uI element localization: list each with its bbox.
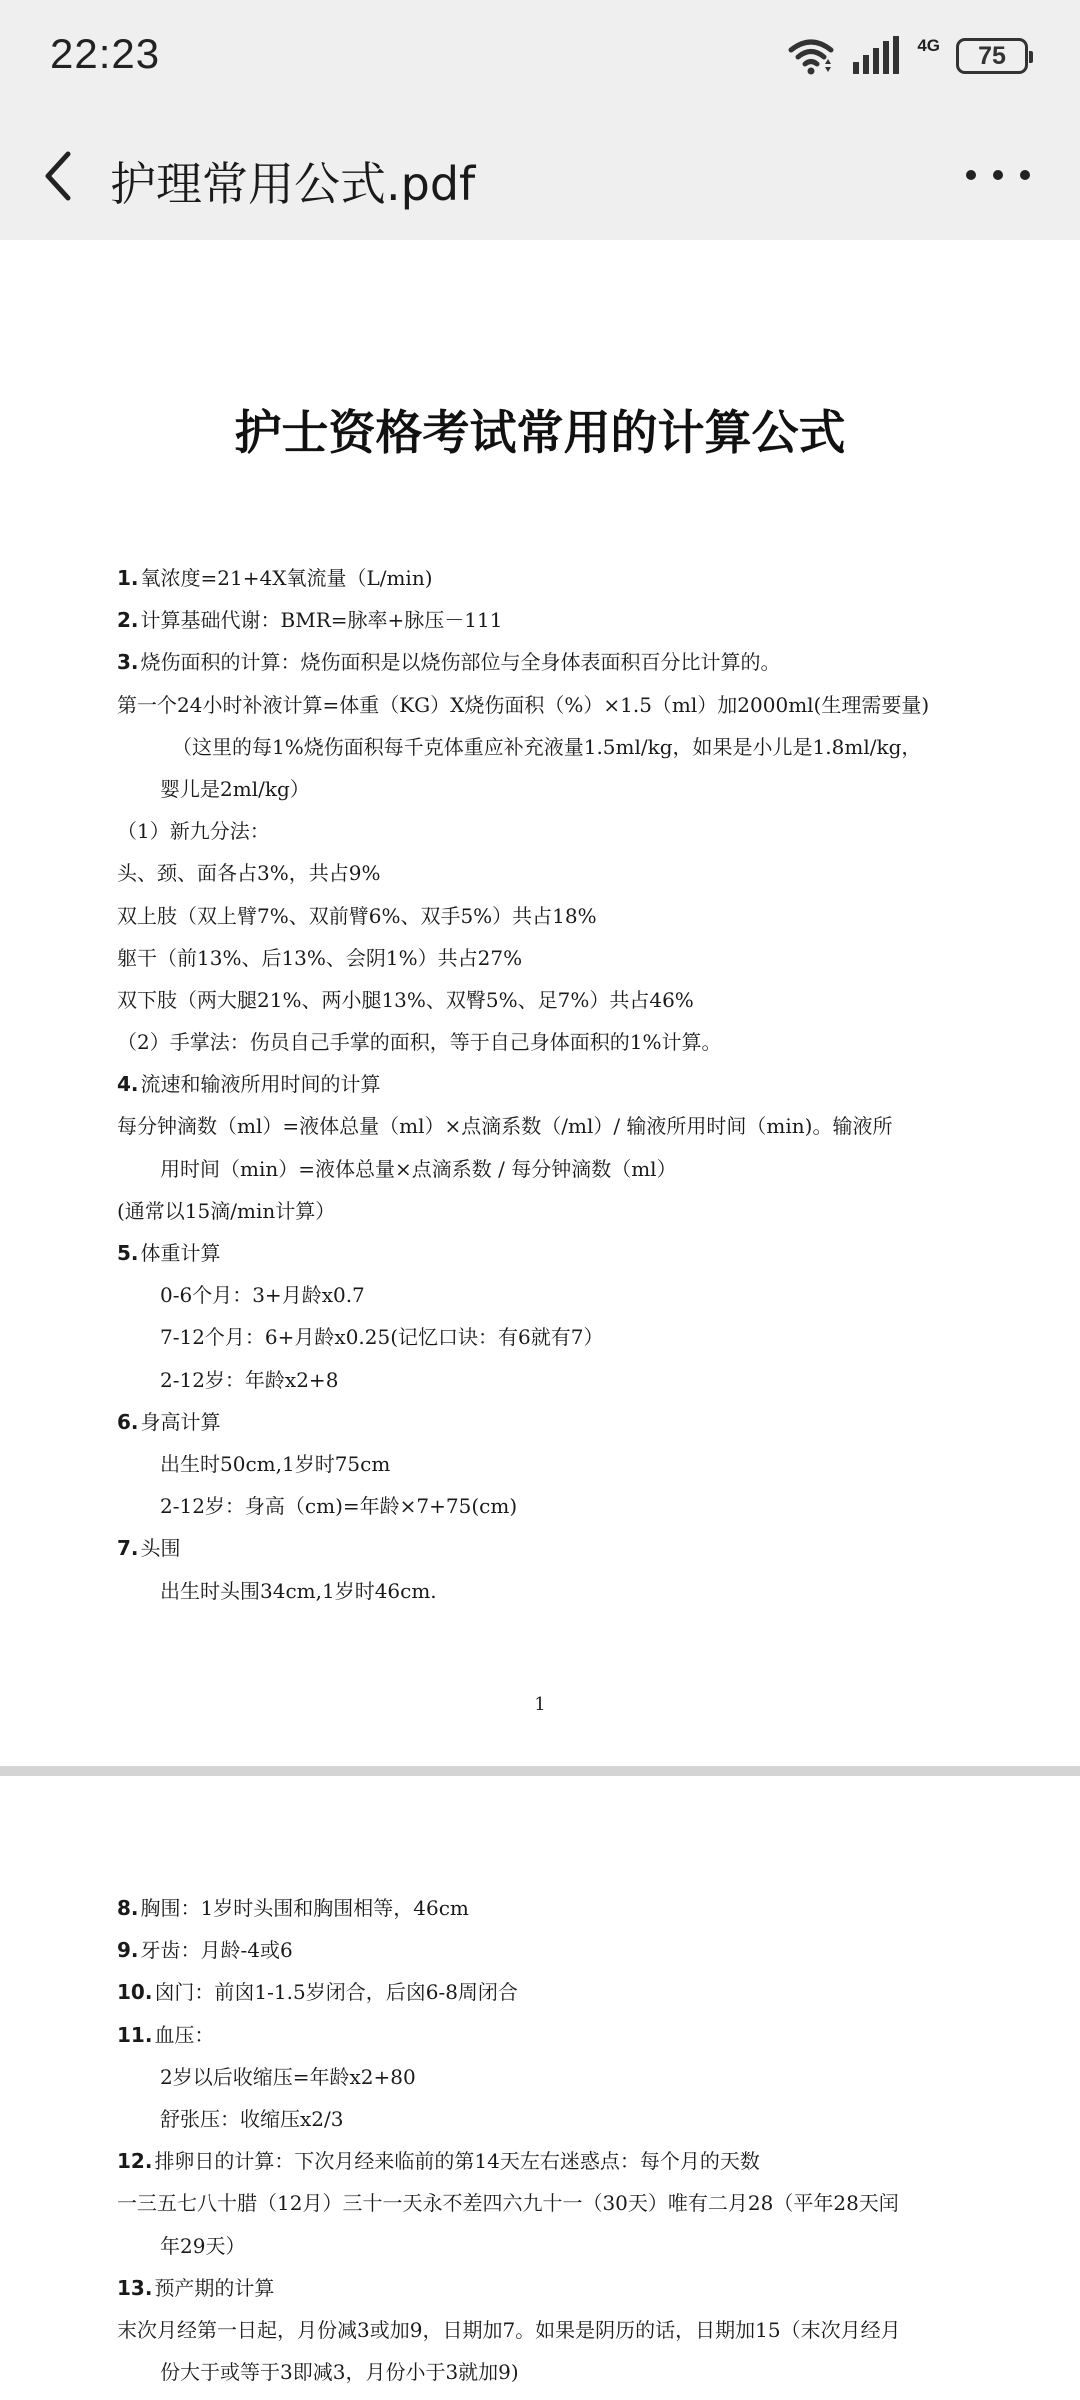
text-line: 7. 头围: [117, 1536, 181, 1561]
text-line: 2-12岁：身高（cm)=年龄×7+75(cm): [160, 1494, 518, 1519]
text-line: （1）新九分法：: [117, 819, 270, 844]
text-line: 2. 计算基础代谢：BMR=脉率+脉压－111: [117, 608, 503, 633]
text-line: 头、颈、面各占3%，共占9%: [117, 861, 381, 886]
title-bar: [0, 112, 1080, 240]
document-title: 护理常用公式.pdf: [110, 157, 476, 211]
text-line: （2）手掌法：伤员自己手掌的面积，等于自己身体面积的1%计算。: [117, 1030, 722, 1055]
text-line: 13. 预产期的计算: [117, 2275, 275, 2300]
more-options-icon[interactable]: [966, 160, 1030, 190]
text-line: 2岁以后收缩压=年龄x2+80: [160, 2064, 416, 2089]
page-2-content: [117, 1887, 977, 2393]
text-line: 舒张压：收缩压x2/3: [160, 2106, 344, 2131]
text-line: 11. 血压：: [117, 2022, 215, 2047]
battery-icon: [956, 38, 1028, 74]
text-line: 出生时头围34cm,1岁时46cm.: [160, 1578, 437, 1603]
text-line: 5. 体重计算: [117, 1241, 221, 1265]
text-line: 4. 流速和输液所用时间的计算: [117, 1072, 381, 1097]
text-line: 出生时50cm,1岁时75cm: [160, 1451, 391, 1476]
text-line: 末次月经第一日起，月份减3或加9，日期加7。如果是阴历的话，日期加15（末次月经月: [117, 2317, 901, 2342]
text-line: 躯干（前13%、后13%、会阴1%）共占27%: [117, 945, 523, 970]
text-line: 双下肢（两大腿21%、两小腿13%、双臀5%、足7%）共占46%: [117, 987, 694, 1012]
text-line: 用时间（min）=液体总量×点滴系数 / 每分钟滴数（ml）: [160, 1156, 677, 1181]
text-line: 婴儿是2ml/kg）: [160, 776, 310, 801]
text-line: 12. 排卵日的计算：下次月经来临前的第14天左右迷惑点：每个月的天数: [117, 2149, 760, 2174]
text-line: 1. 氧浓度=21+4X氧流量（L/min): [117, 566, 433, 590]
network-type-label: 4G: [917, 36, 940, 55]
page-1-content: [117, 557, 977, 1612]
text-line: 第一个24小时补液计算=体重（KG）X烧伤面积（%）×1.5（ml）加2000ml(生理需要量): [117, 692, 930, 717]
text-line: (通常以15滴/min计算）: [117, 1198, 336, 1223]
text-line: 0-6个月：3+月龄x0.7: [160, 1283, 365, 1308]
text-line: 一三五七八十腊（12月）三十一天永不差四六九十一（30天）唯有二月28（平年28天闰: [117, 2191, 899, 2216]
text-line: 7-12个月：6+月龄x0.25(记忆口诀：有6就有7）: [160, 1325, 604, 1350]
battery-level: 75: [978, 41, 1006, 70]
status-bar: [0, 0, 1080, 112]
text-line: 双上肢（双上臂7%、双前臂6%、双手5%）共占18%: [117, 903, 597, 928]
text-line: 2-12岁：年龄x2+8: [160, 1367, 339, 1392]
back-arrow-icon[interactable]: [34, 146, 90, 206]
text-line: 8. 胸围：1岁时头围和胸围相等，46cm: [117, 1896, 469, 1920]
signal-icon: [851, 36, 901, 76]
page-divider: [0, 1766, 1080, 1776]
text-line: （这里的每1%烧伤面积每千克体重应补充液量1.5ml/kg，如果是小儿是1.8ml/kg，: [172, 734, 922, 759]
status-icons: [787, 34, 1028, 78]
document-heading: 护士资格考试常用的计算公式: [234, 406, 846, 461]
wifi-icon: [787, 36, 835, 76]
status-time: 22:23: [50, 30, 161, 77]
text-line: 每分钟滴数（ml）=液体总量（ml）×点滴系数（/ml）/ 输液所用时间（min)。输液所: [117, 1114, 893, 1139]
text-line: 10. 囟门：前囟1-1.5岁闭合，后囟6-8周闭合: [117, 1980, 518, 2005]
page-number: 1: [534, 1694, 546, 1715]
text-line: 3. 烧伤面积的计算：烧伤面积是以烧伤部位与全身体表面积百分比计算的。: [117, 650, 781, 675]
text-line: 6. 身高计算: [117, 1409, 221, 1434]
text-line: 年29天）: [160, 2233, 246, 2258]
text-line: 9. 牙齿：月龄-4或6: [117, 1938, 293, 1963]
pdf-page-1: [0, 240, 1080, 1766]
pdf-page-2: [0, 1776, 1080, 2400]
text-line: 份大于或等于3即减3，月份小于3就加9): [160, 2360, 519, 2385]
